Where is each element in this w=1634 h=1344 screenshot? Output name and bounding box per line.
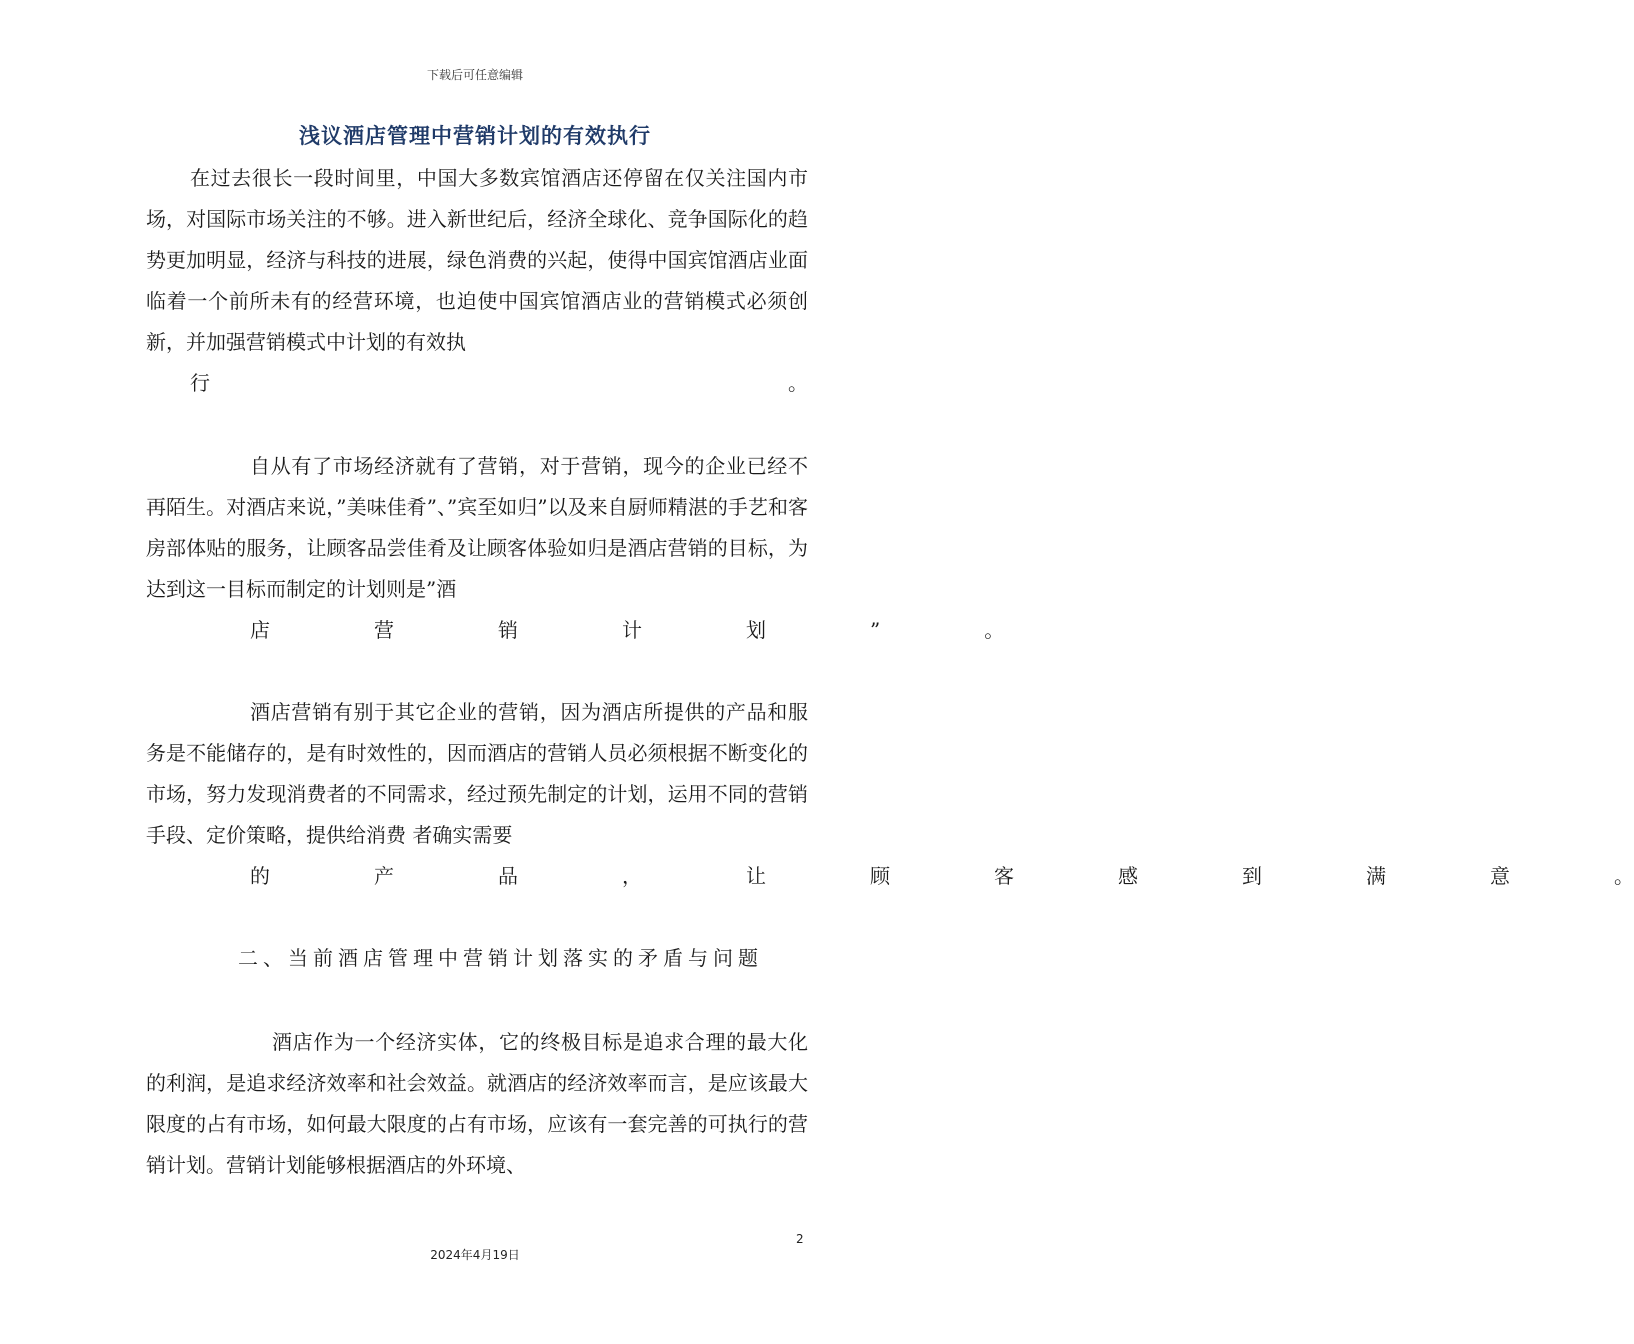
paragraph-3-last-char-6: 客 [994, 864, 1014, 888]
paragraph-3-last-char-3: ， [622, 864, 642, 888]
paragraph-3-last-char-8: 到 [1242, 864, 1262, 888]
paragraph-3-last-char-4: 让 [746, 864, 766, 888]
paragraph-1-last-char-1: 。 [788, 371, 808, 395]
paragraph-1 [146, 158, 808, 404]
paragraph-1-last-char-0: 行 [190, 371, 210, 395]
paragraph-3 [146, 692, 1634, 897]
page-header: 下载后可任意编辑 [426, 68, 523, 82]
paragraph-2-last-char-0: 店 [250, 618, 270, 642]
paragraph-2-last-char-5: ” [870, 618, 881, 642]
paragraph-2-last-char-4: 划 [746, 618, 766, 642]
footer-date: 2024年4月19日 [430, 1248, 520, 1262]
paragraph-2-last-char-2: 销 [498, 618, 518, 642]
paragraph-3-last-char-5: 顾 [870, 864, 890, 888]
paragraph-3-last-char-7: 感 [1118, 864, 1138, 888]
paragraph-2-last-line [146, 610, 1005, 651]
paragraph-2-last-char-3: 计 [622, 618, 642, 642]
paragraph-3-last-char-9: 满 [1366, 864, 1386, 888]
paragraph-3-text: 酒店营销有别于其它企业的营销，因为酒店所提供的产品和服务是不能储存的，是有时效性的，因而酒店的营销人员必须根据不断变化的市场，努力发现消费者的不同需求，经过预先制定的计划，运用不同的营销手段、定价策略，提供给消费 者确实需要 [146, 700, 808, 847]
paragraph-2 [146, 446, 1005, 651]
paragraph-4-text: 酒店作为一个经济实体，它的终极目标是追求合理的最大化的利润，是追求经济效率和社会效益。就酒店的经济效率而言，是应该最大限度的占有市场，如何最大限度的占有市场，应该有一套完善的可执行的营销计划。营销计划能够根据酒店的外环境、 [146, 1030, 808, 1177]
paragraph-3-last-char-2: 品 [498, 864, 518, 888]
paragraph-1-text: 在过去很长一段时间里，中国大多数宾馆酒店还停留在仅关注国内市场，对国际市场关注的不够。进入新世纪后，经济全球化、竞争国际化的趋势更加明显，经济与科技的进展，绿色消费的兴起，使得中国宾馆酒店业面临着一个前所未有的经营环境，也迫使中国宾馆酒店业的营销模式必须创新，并加强营销模式中计划的有效执 [146, 166, 808, 354]
document-title: 浅议酒店管理中营销计划的有效执行 [299, 123, 651, 148]
paragraph-2-text: 自从有了市场经济就有了营销，对于营销，现今的企业已经不再陌生。对酒店来说，”美味佳肴”、”宾至如归”以及来自厨师精湛的手艺和客房部体贴的服务，让顾客品尝佳肴及让顾客体验如归是酒店营销的目标，为达到这一目标而制定的计划则是”酒 [146, 454, 808, 601]
paragraph-3-last-char-0: 的 [250, 864, 270, 888]
paragraph-3-last-char-11: 。 [1614, 864, 1634, 888]
paragraph-2-last-char-1: 营 [374, 618, 394, 642]
paragraph-1-last-line [146, 363, 808, 404]
page-number: 2 [796, 1232, 804, 1246]
section-heading: 二、当前酒店管理中营销计划落实的矛盾与问题 [238, 946, 763, 970]
paragraph-4 [146, 1022, 808, 1186]
paragraph-3-last-line [146, 856, 1634, 897]
paragraph-3-last-char-10: 意 [1490, 864, 1510, 888]
paragraph-3-last-char-1: 产 [374, 864, 394, 888]
paragraph-2-last-char-6: 。 [984, 618, 1005, 642]
